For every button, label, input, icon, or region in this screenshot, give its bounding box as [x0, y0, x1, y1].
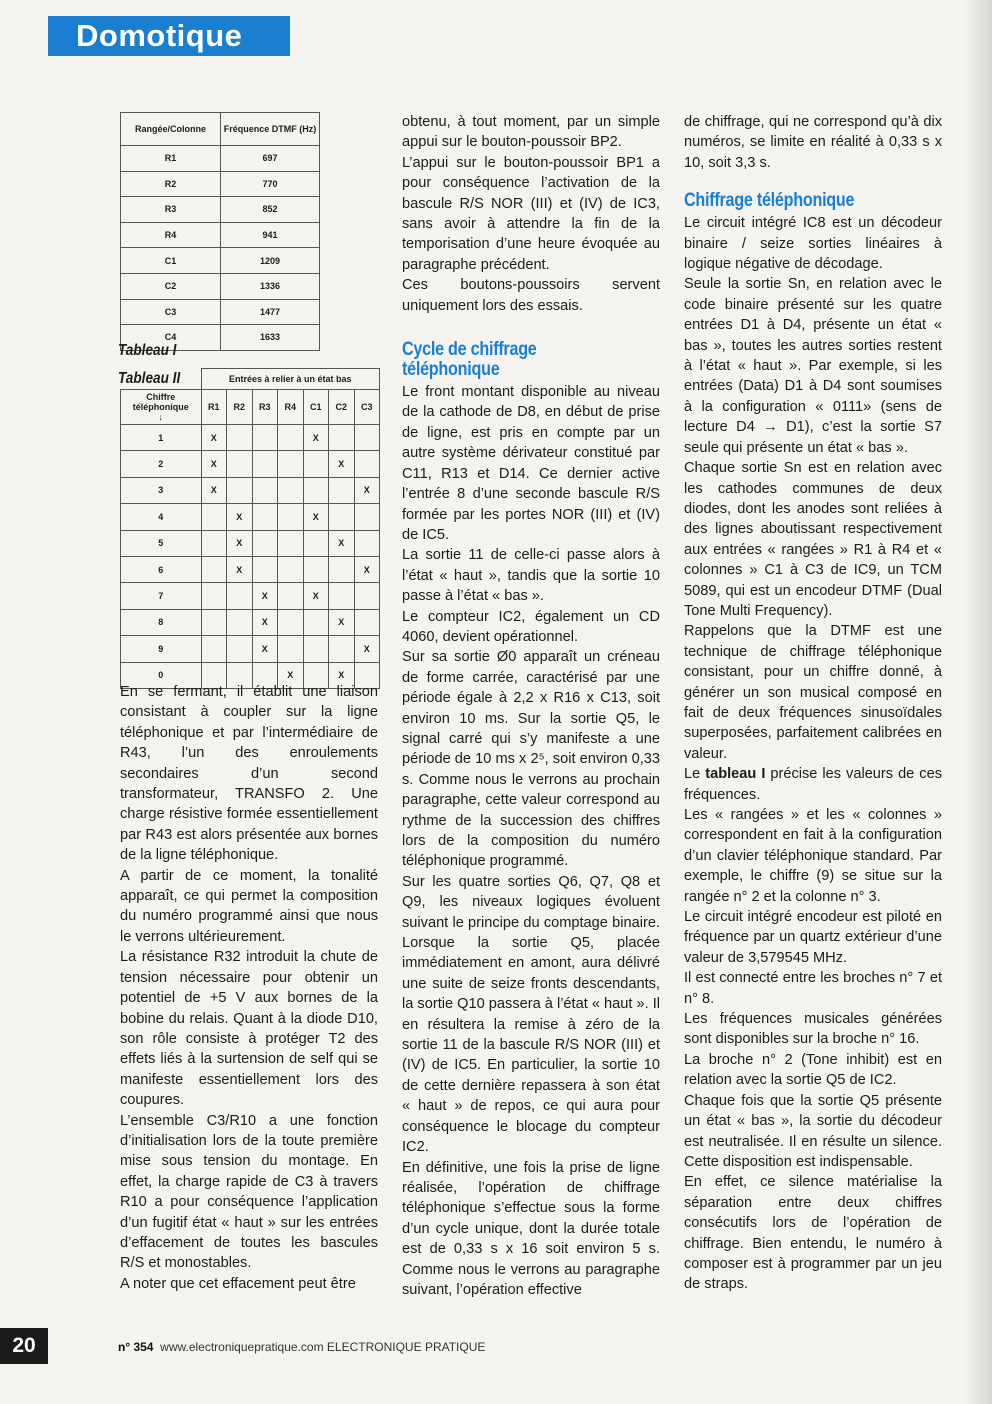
t2-mark: [201, 636, 227, 662]
t2-mark: [201, 609, 227, 635]
col2-paragraph: Ces boutons-poussoirs servent uniquement lors des essais.: [402, 277, 660, 314]
col1-paragraph: A partir de ce moment, la tonalité apparaît, ce qui permet la composition du numéro programmé ainsi que nous le verrons ultérieurement.: [120, 867, 378, 945]
t1-row: [121, 146, 320, 172]
heading-line-2: téléphonique: [402, 359, 500, 381]
col1-paragraph: A noter que cet effacement peut être: [120, 1275, 356, 1292]
col2-paragraph: La sortie 11 de celle-ci passe alors à l’état « haut », tandis que la sortie 10 passe à l’état « bas ».: [402, 547, 660, 605]
t2-mark: [227, 583, 253, 609]
t2-mark: [252, 425, 278, 451]
t1-cell-frequency: 941: [220, 222, 319, 248]
page-edge-shadow: [964, 0, 992, 1404]
t2-mark: X: [201, 477, 227, 503]
t1-header-frequence: Fréquence DTMF (Hz): [220, 113, 319, 146]
column-1: [120, 682, 378, 1294]
t2-mark: [227, 451, 253, 477]
t2-mark: [354, 583, 380, 609]
issue-number: n° 354: [118, 1340, 154, 1354]
t1-row: [121, 299, 320, 325]
t2-mark: X: [303, 425, 329, 451]
t2-row: [121, 451, 380, 477]
tableau-1-caption: Tableau I: [118, 342, 177, 359]
t2-col-header: C3: [354, 390, 380, 425]
t2-mark: X: [354, 636, 380, 662]
t2-digit: 7: [121, 583, 202, 609]
t2-mark: [201, 530, 227, 556]
t2-digit: 4: [121, 504, 202, 530]
t2-mark: X: [303, 583, 329, 609]
t2-mark: [278, 530, 304, 556]
t2-mark: X: [227, 504, 253, 530]
t2-col-header: R1: [201, 390, 227, 425]
t2-mark: X: [252, 583, 278, 609]
t2-mark: X: [201, 425, 227, 451]
t2-mark: [329, 425, 355, 451]
col3-paragraph: de chiffrage, qui ne correspond qu’à dix numéros, se limite en réalité à 0,33 s x 10, soit 3,3 s.: [684, 114, 942, 171]
down-arrow-icon: ↓: [158, 412, 163, 422]
t1-cell-label: R3: [121, 197, 221, 223]
t2-row: [121, 504, 380, 530]
t2-mark: [278, 583, 304, 609]
t1-cell-label: R2: [121, 171, 221, 197]
t2-mark: [303, 451, 329, 477]
t2-mark: [354, 425, 380, 451]
t2-row: [121, 477, 380, 503]
tableau-1: [120, 112, 320, 351]
t2-mark: [227, 636, 253, 662]
t2-digit: 9: [121, 636, 202, 662]
t2-row: [121, 636, 380, 662]
t2-mark: [329, 583, 355, 609]
t1-cell-frequency: 1477: [220, 299, 319, 325]
t2-col-header: R3: [252, 390, 278, 425]
t1-cell-frequency: 1336: [220, 273, 319, 299]
col2-paragraph: Le front montant disponible au niveau de la cathode de D8, en début de prise de ligne, est pris en compte par un autre système dérivateur constitué par C11, R13 et D14. Ce dernier active l’entrée 8 d’une seconde bascule R/S formée par les portes NOR (III) et (IV) de IC5.: [402, 384, 660, 543]
t2-mark: [227, 477, 253, 503]
col3-paragraph: Il est connecté entre les broches n° 7 et n° 8.: [684, 970, 942, 1007]
t1-cell-frequency: 697: [220, 146, 319, 172]
t2-row: [121, 583, 380, 609]
t2-mark: [252, 556, 278, 582]
t2-mark: X: [252, 636, 278, 662]
t2-mark: [329, 636, 355, 662]
t2-mark: [278, 451, 304, 477]
t2-first-header: [121, 390, 202, 425]
text-run: précise les valeurs de ces fréquences.: [684, 766, 943, 803]
t2-mark: X: [329, 530, 355, 556]
t2-mark: [278, 425, 304, 451]
t2-col-header: R4: [278, 390, 304, 425]
t2-digit: 3: [121, 477, 202, 503]
website-url: www.electroniquepratique.com: [160, 1340, 324, 1354]
t2-mark: X: [329, 451, 355, 477]
t2-mark: X: [354, 556, 380, 582]
t2-mark: [227, 609, 253, 635]
t1-cell-frequency: 1633: [220, 325, 319, 351]
col3-paragraph: Chaque fois que la sortie Q5 présente un état « bas », la sortie du décodeur est neutralisée. Il en résulte un silence. Cette disposition est indispensable.: [684, 1092, 942, 1170]
t1-row: [121, 248, 320, 274]
t2-mark: [303, 556, 329, 582]
t1-cell-frequency: 770: [220, 171, 319, 197]
t2-mark: [252, 504, 278, 530]
t1-cell-label: R1: [121, 146, 221, 172]
col2-paragraph: En définitive, une fois la prise de ligne réalisée, l’opération de chiffrage téléphonique s’effectue sous la forme d’un cycle unique, dont la durée totale est de 0,33 s x 16 soit environ 5 s. Comme nous le verrons au paragraphe suivant, l’opération effective: [402, 1159, 660, 1298]
t2-mark: [278, 556, 304, 582]
col2-paragraph: Sur sa sortie Ø0 apparaît un créneau de forme carrée, caractérisé par une période égale à 2,2 x R16 x C13, soit environ 10 ms. Sur la sortie Q5, le signal carré qui s’y manifeste a une période de 10 ms x 2⁵, soit environ 0,33 s. Comme nous le verrons au prochain paragraphe, cette valeur correspond au rythme de la succession des chiffres lors de la composition du numéro téléphonique programmé.: [402, 649, 660, 870]
t1-row: [121, 171, 320, 197]
t2-mark: [354, 609, 380, 635]
t1-row: [121, 222, 320, 248]
col3-paragraph: Le circuit intégré encodeur est piloté en fréquence par un quartz extérieur d’une valeur de 3,579545 MHz.: [684, 909, 942, 966]
t2-mark: X: [329, 662, 355, 688]
col1-paragraph: La résistance R32 introduit la chute de tension nécessaire pour obtenir un potentiel de +5 V aux bornes de la bobine du relais. Quant à la diode D10, son rôle consiste à protéger T2 des effets liés à la surtension de self qui se manifeste essentiellement lors des coupures.: [120, 949, 378, 1109]
t2-mark: X: [278, 662, 304, 688]
t2-row: [121, 530, 380, 556]
column-2: [402, 112, 660, 1300]
tableau-reference: tableau I: [705, 766, 766, 783]
magazine-name: ELECTRONIQUE PRATIQUE: [326, 1340, 486, 1354]
t2-mark: X: [201, 451, 227, 477]
t2-row: [121, 425, 380, 451]
t2-mark: [354, 504, 380, 530]
t1-cell-label: C4: [121, 325, 221, 351]
t2-mark: [201, 556, 227, 582]
t2-digit: 1: [121, 425, 202, 451]
col2-paragraph: Sur les quatre sorties Q6, Q7, Q8 et Q9, les niveaux logiques évoluent suivant le principe du comptage binaire. Lorsque la sortie Q5, placée immédiatement en amont, aura délivré une suite de seize fronts descendants, la sortie Q10 passera à l’état « haut ». Il en résultera la remise à zéro de la sortie 11 de la bascule R/S NOR (III) et (IV) de IC5. En particulier, la sortie 10 de cette dernière repassera à son état « haut » de repos, ce qui aura pour conséquence le blocage du compteur IC2.: [402, 873, 660, 1156]
t2-mark: [303, 530, 329, 556]
col3-paragraph: Chaque sortie Sn est en relation avec les cathodes communes de deux diodes, dont les anodes sont reliées à des lignes aboutissant respectivement aux entrées « rangées » R1 à R4 et « colonnes » C1 à C3 de IC9, un TCM 5089, qui est un encodeur DTMF (Dual Tone Multi Frequency).: [684, 460, 942, 619]
section-heading-cycle: [402, 340, 621, 380]
t1-cell-frequency: 1209: [220, 248, 319, 274]
col3-paragraph: Les fréquences musicales générées sont disponibles sur la broche n° 16.: [684, 1011, 942, 1048]
section-heading-chiffrage: Chiffrage téléphonique: [684, 190, 855, 212]
col3-paragraph: En effet, ce silence matérialise la séparation entre deux chiffres consécutifs lors de l’opération de chiffrage. Bien entendu, le numéro à composer est à programmer par un jeu de straps.: [684, 1174, 942, 1293]
col2-paragraph: obtenu, à tout moment, par un simple appui sur le bouton-poussoir BP2.: [402, 114, 660, 151]
t2-mark: [252, 451, 278, 477]
t2-mark: [354, 451, 380, 477]
col3-paragraph: La broche n° 2 (Tone inhibit) est en relation avec la sortie Q5 de IC2.: [684, 1051, 942, 1089]
t2-blank: [121, 369, 202, 390]
t1-cell-label: C3: [121, 299, 221, 325]
t1-cell-label: C1: [121, 248, 221, 274]
t2-mark: X: [303, 504, 329, 530]
t2-col-header: C1: [303, 390, 329, 425]
t2-digit: 5: [121, 530, 202, 556]
section-title: Domotique: [76, 18, 243, 53]
t2-mark: [227, 425, 253, 451]
t1-row: [121, 273, 320, 299]
t2-digit: 8: [121, 609, 202, 635]
t2-mark: [252, 477, 278, 503]
t1-cell-label: C2: [121, 273, 221, 299]
t1-header-rangee: Rangée/Colonne: [121, 113, 221, 146]
t2-col-header: R2: [227, 390, 253, 425]
t2-mark: [278, 609, 304, 635]
heading-line-1: Cycle de chiffrage: [402, 339, 537, 361]
t2-group-header: Entrées à relier à un état bas: [201, 369, 380, 390]
col2-paragraph: L’appui sur le bouton-poussoir BP1 a pour conséquence l’activation de la bascule R/S NOR (III) et (IV) de IC3, sans avoir à attendre la fin de la temporisation d’une heure évoquée au paragraphe précédent.: [402, 154, 660, 273]
col1-paragraph: En se fermant, il établit une liaison consistant à coupler sur la ligne téléphonique et par l’intermédiaire de R43, l’un des enroulements secondaires d’un second transformateur, TRANSFO 2. Une charge résistive formée essentiellement par R43 est alors présentée aux bornes de la ligne téléphonique.: [120, 684, 378, 864]
t2-mark: [303, 609, 329, 635]
t2-mark: X: [329, 609, 355, 635]
t2-mark: [201, 583, 227, 609]
column-3: [684, 112, 942, 1295]
t2-mark: [278, 636, 304, 662]
page-number: 20: [0, 1328, 48, 1364]
t2-row: [121, 609, 380, 635]
tableau-2: [120, 368, 380, 689]
t2-mark: X: [252, 609, 278, 635]
t2-first-header-text: Chiffre téléphonique: [132, 392, 189, 412]
col3-paragraph: Les « rangées » et les « colonnes » correspondent en fait à la configuration d’un clavier téléphonique standard. Par exemple, le chiffre (9) se situe sur la rangée n° 2 et la colonne n° 3.: [684, 807, 942, 905]
t2-mark: [354, 530, 380, 556]
t1-cell-label: R4: [121, 222, 221, 248]
col3-paragraph-tableau: [684, 764, 942, 805]
t2-mark: [329, 556, 355, 582]
tableau-2-caption: Tableau II: [118, 370, 181, 387]
t1-row: [121, 197, 320, 223]
col3-paragraph: Rappelons que la DTMF est une technique de chiffrage téléphonique consistant, pour un chiffre donné, à générer un son musical composé en fait de deux fréquences sinusoïdales superposées, parfaitement calibrées en valeur.: [684, 623, 942, 762]
t2-mark: [252, 530, 278, 556]
t2-row: [121, 556, 380, 582]
t2-digit: 6: [121, 556, 202, 582]
t2-digit: 2: [121, 451, 202, 477]
col3-paragraph: Seule la sortie Sn, en relation avec le code binaire présenté sur les quatre entrées D1 à D4, présente un état « bas », toutes les autres sorties restent à l’état « haut ». Par exemple, si les entrées (Data) D1 à D4 sont soumises à la configuration « 0111» (sens de lecture D4 → D1), c’est la sortie S7 seule qui présente un état « bas ».: [684, 276, 942, 456]
t2-mark: X: [227, 530, 253, 556]
t2-mark: [329, 477, 355, 503]
section-header: [48, 16, 290, 56]
t2-mark: X: [354, 477, 380, 503]
text-run: Le: [684, 766, 706, 783]
t2-mark: X: [227, 556, 253, 582]
t2-mark: [303, 636, 329, 662]
t2-mark: [278, 504, 304, 530]
t2-mark: [201, 504, 227, 530]
t1-cell-frequency: 852: [220, 197, 319, 223]
t2-mark: [329, 504, 355, 530]
t2-digit: 0: [121, 662, 202, 688]
t2-mark: [303, 477, 329, 503]
col2-paragraph: Le compteur IC2, également un CD 4060, devient opérationnel.: [402, 608, 660, 645]
t2-col-header: C2: [329, 390, 355, 425]
col1-paragraph: L’ensemble C3/R10 a une fonction d’initialisation lors de la toute première mise sous tension du montage. En effet, la charge rapide de C3 à travers R10 a pour conséquence l’application d’un fugitif état « haut » sur les entrées d’effacement de toutes les bascules R/S et monostables.: [120, 1112, 378, 1272]
footer: [118, 1340, 485, 1354]
t2-mark: [278, 477, 304, 503]
col3-paragraph: Le circuit intégré IC8 est un décodeur binaire / seize sorties linéaires à logique négative de décodage.: [684, 215, 942, 273]
